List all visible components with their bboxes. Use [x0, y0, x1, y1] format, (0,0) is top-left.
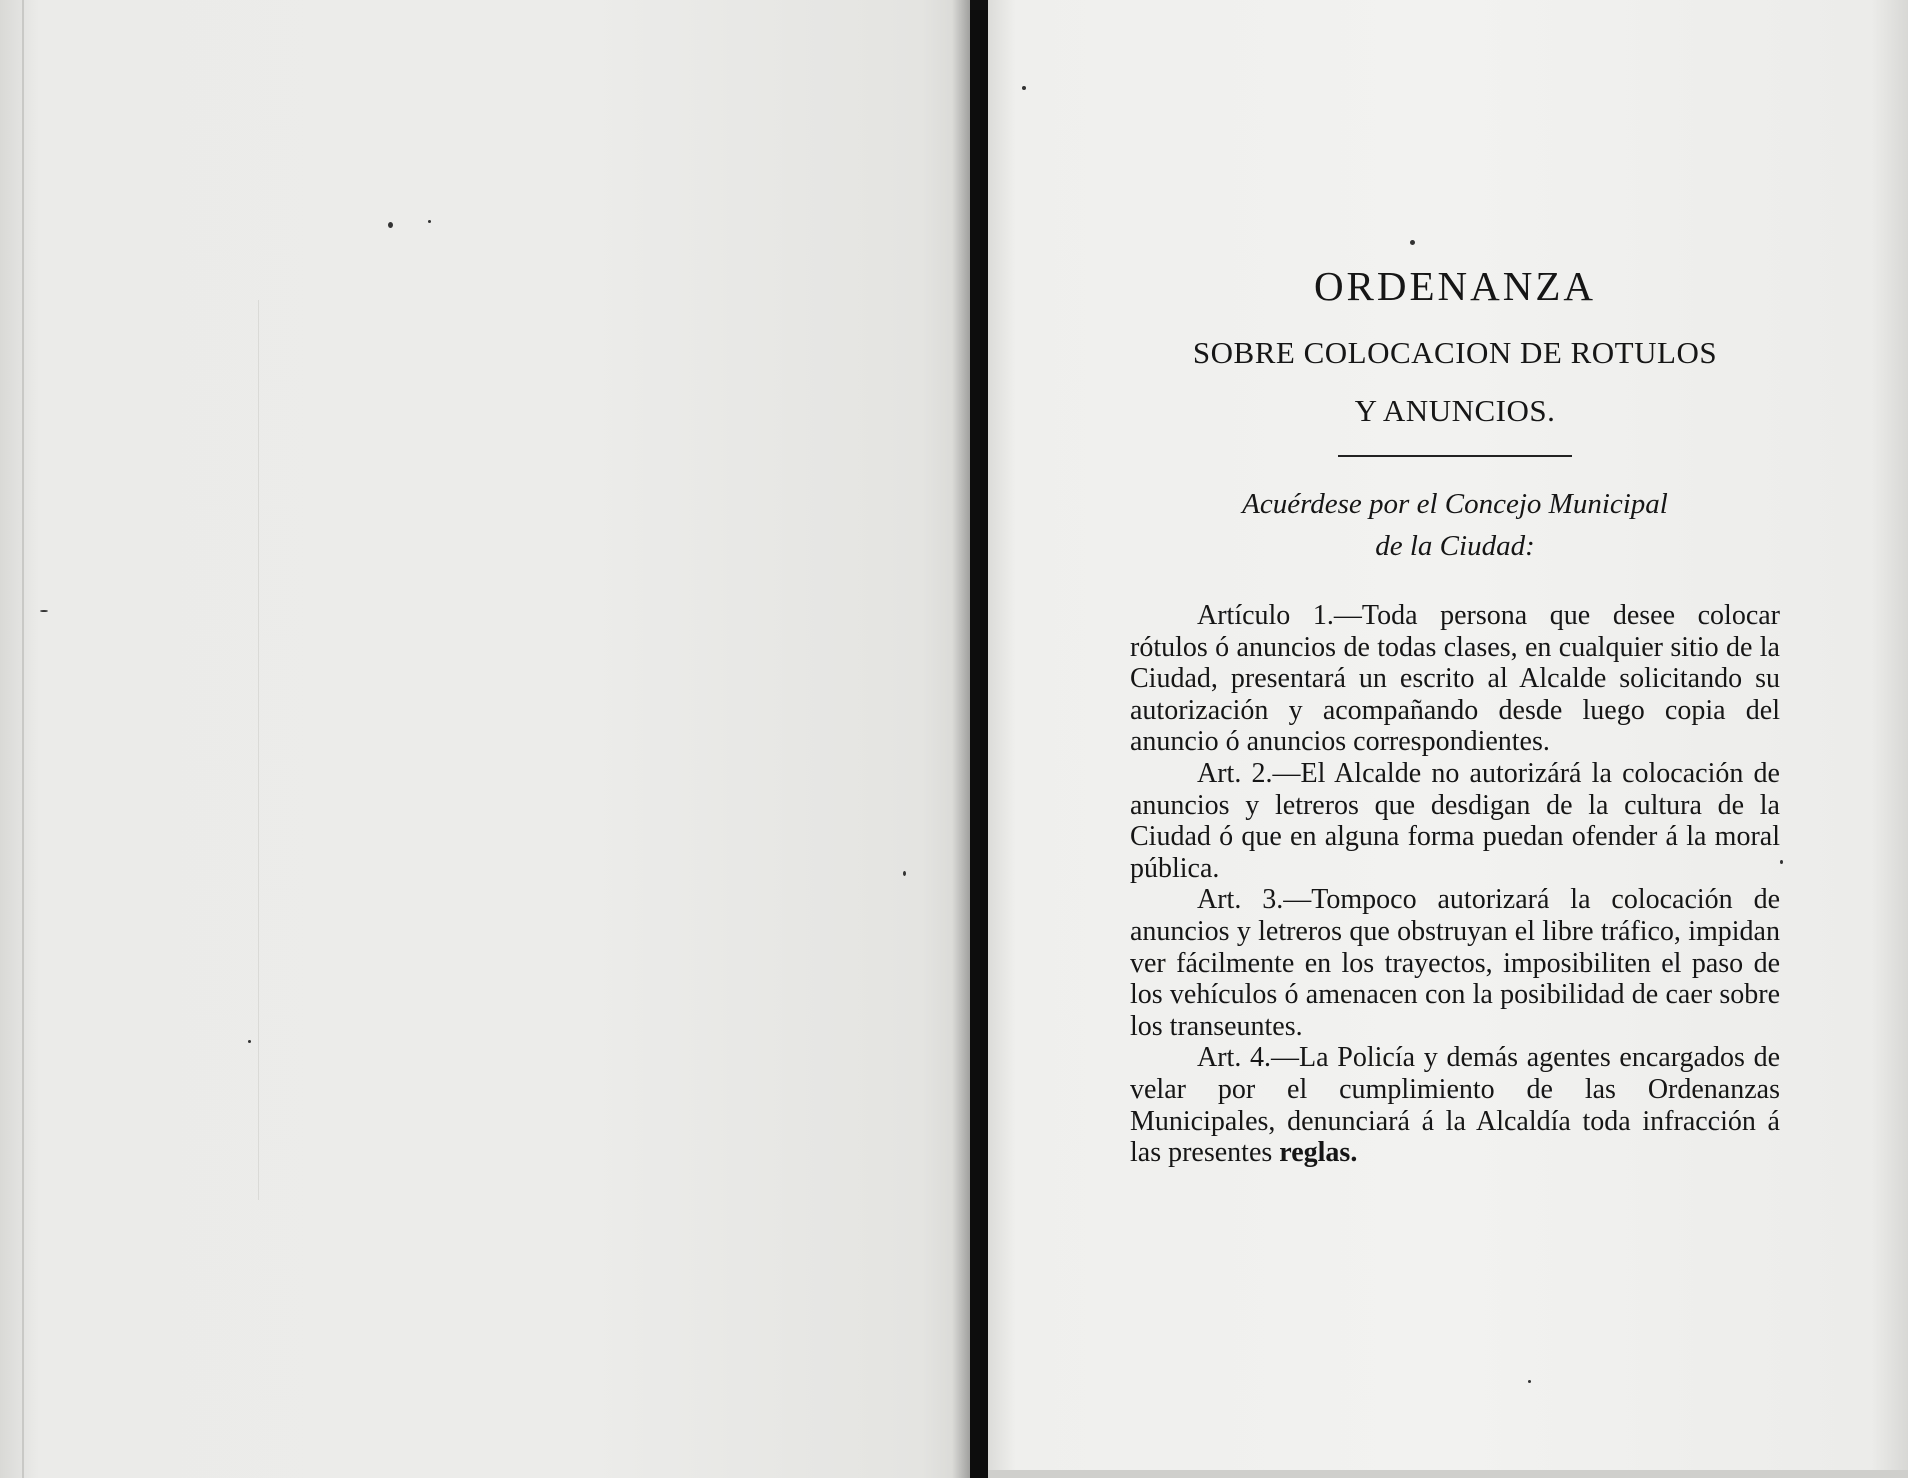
articles-body	[1130, 600, 1780, 1169]
paper-speck	[428, 220, 431, 223]
article-3-heading: Art. 3.	[1197, 884, 1284, 916]
article-2-heading: Art. 2.	[1197, 757, 1273, 789]
article-1	[1130, 600, 1780, 758]
document-subtitle-line1: SOBRE COLOCACION DE ROTULOS	[1192, 335, 1718, 370]
article-4-heading: Art. 4.	[1197, 1042, 1272, 1074]
paper-speck	[40, 610, 48, 612]
article-3-text: —Tompoco autorizará la colocación de anuncios y letreros que obstruyan el libre tráfico, impidan ver fácilmente en los trayectos, imposibiliten el paso de los vehículos ó amenacen con la posibilidad de caer sobre los transeuntes.	[1130, 884, 1780, 1042]
article-1-text: —Toda persona que desee colocar rótulos ó anuncios de todas clases, en cualquier sitio de la Ciudad, presentará un escrito al Alcalde solicitando su autorización y acompañando desde luego copia del anuncio ó anuncios correspondientes.	[1130, 600, 1780, 758]
book-gutter	[970, 0, 988, 1478]
article-4-text: —La Policía y demás agentes encargados de velar por el cumplimiento de las Ordenanzas Municipales, denunciará á la Alcaldía toda infracción á las presentes	[1130, 1042, 1780, 1169]
article-2-text: —El Alcalde no autorizárá la colocación de anuncios y letreros que desdigan de la cultura de la Ciudad ó que en alguna forma puedan ofender á la moral pública.	[1130, 757, 1780, 884]
resolution-line2: de la Ciudad:	[1375, 530, 1535, 562]
article-4-tail: reglas.	[1279, 1137, 1358, 1169]
paper-speck	[1528, 1380, 1531, 1383]
scan-border-bottom	[988, 1470, 1908, 1478]
document-title: ORDENANZA	[1313, 263, 1597, 309]
paper-speck	[1410, 240, 1415, 245]
document-subtitle-line2: Y ANUNCIOS.	[1354, 393, 1556, 428]
section-divider	[1338, 455, 1572, 457]
page-crease-line	[258, 300, 259, 1200]
paper-speck	[248, 1040, 251, 1043]
article-3	[1130, 884, 1780, 1042]
article-2	[1130, 758, 1780, 884]
paper-speck	[1780, 860, 1783, 864]
article-1-heading: Artículo 1.	[1197, 600, 1334, 631]
page-edge-line	[22, 0, 24, 1478]
article-4	[1130, 1042, 1780, 1168]
resolution-line1: Acuérdese por el Concejo Municipal	[1242, 488, 1668, 520]
paper-speck	[388, 222, 393, 228]
paper-speck	[1022, 86, 1026, 90]
paper-speck	[903, 871, 906, 876]
gutter-shadow	[952, 0, 970, 1478]
